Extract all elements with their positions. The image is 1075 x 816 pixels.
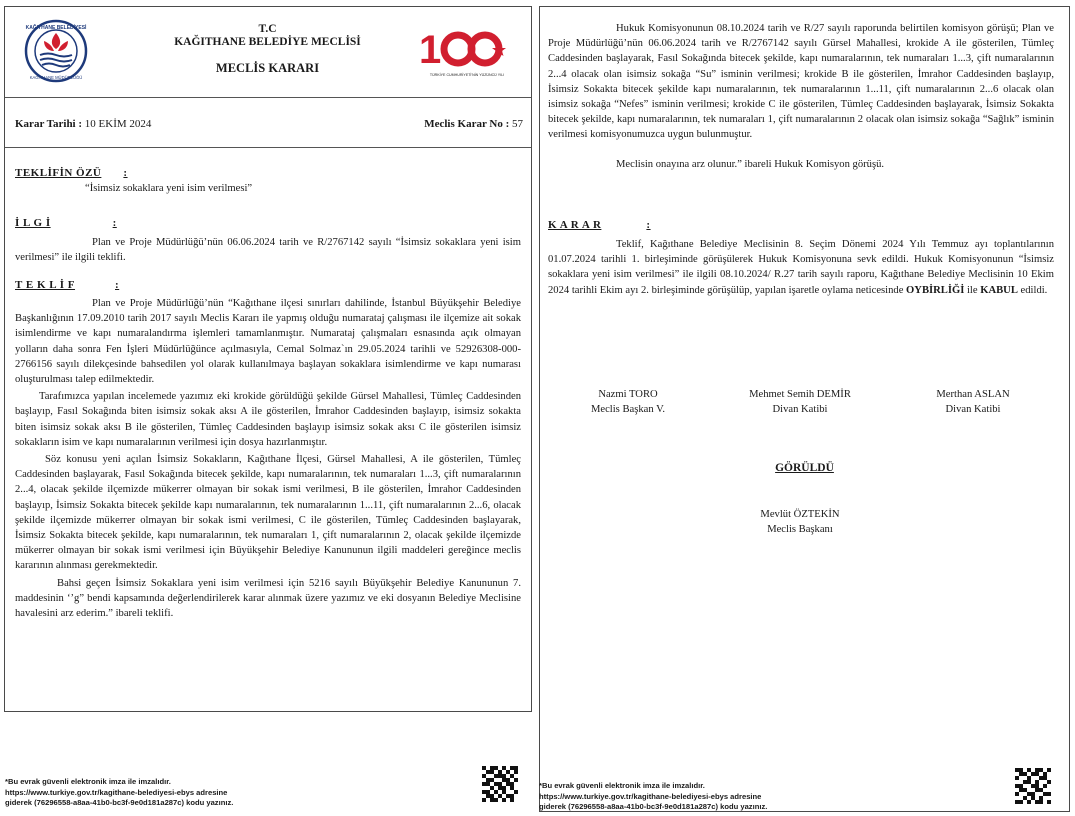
signature-title: Meclis Başkan V. [590, 404, 666, 415]
kabul-label: KABUL [980, 284, 1018, 296]
right-page [539, 6, 1070, 812]
left-page [4, 6, 532, 712]
komisyon-paragraph-2: Meclisin onayına arz olunur.” ibareli Hukuk Komisyon görüşü. [616, 158, 885, 170]
signature-name: Mehmet Semih DEMİR [749, 389, 851, 400]
ilgi-heading: İ L G İ : [15, 217, 117, 229]
right-footer: *Bu evrak güvenli elektronik imza ile imzalıdır. https://www.turkiye.gov.tr/kagithane-belediyesi-ebys adresine giderek (76296558-a8aa-41b0-bc3f-9e0d181a287c) kodu yazınız. [539, 781, 839, 813]
meta-divider [5, 147, 531, 148]
goruldu-label: GÖRÜLDÜ [775, 462, 834, 474]
teklif-heading: T E K L İ F : [15, 279, 120, 291]
teklif-paragraph-4: Bahsi geçen İsimsiz Sokaklara yeni isim verilmesi için 5216 sayılı Büyükşehir Belediye Kanununun 7. maddesinin ‘’g” bendi kapsamında değerlendirilerek karar alınmak üzere yazımız ve eki dosyanın Belediye Meclisine havalesini arz ederim.” ibareli teklifi. [15, 577, 521, 620]
teklif-paragraph-2: Tarafımızca yapılan incelemede yazımız eki krokide görüldüğü şekilde Gürsel Mahallesi, Tümleç Caddesinden başlayıp, Fasıl Sokağında biten isimsiz sokak aksı A ile gösterilen, İmrahor Caddesinden başlayıp, isimsiz sokakta biten isimsiz sokak aksı B ile gösterilen, Tümleç Caddesinden başlayıp isimsiz sokak aksı C ile gösterilen isimsiz sokakların isim ve kapı numaralarının verilmesi için dosya hazırlanmıştır. [15, 391, 521, 448]
kagithane-logo [24, 19, 88, 83]
header-tc: T.C [258, 23, 277, 35]
header-subtitle: MECLİS KARARI [215, 61, 320, 75]
left-footer: *Bu evrak güvenli elektronik imza ile imzalıdır. https://www.turkiye.gov.tr/kagithane-belediyesi-ebys adresine giderek (76296558-a8aa-41b0-bc3f-9e0d181a287c) kodu yazınız. [5, 777, 305, 809]
signature-title: Meclis Başkanı [767, 524, 833, 535]
karar-text: Teklif, Kağıthane Belediye Meclisinin 8. Seçim Dönemi 2024 Yılı Temmuz ayı toplantılarının 01.07.2024 tarihli 1. birleşiminde görüşülerek Hukuk Komisyonuna sevk edildi. Hukuk Komisyonunun “İsimsiz sokaklara yeni isim verilmesi” ile ilgili 08.10.2024/ R.27 tarih sayılı raporu, Kağıthane Belediye Meclisinin 10 Ekim 2024 tarihli Ekim ayı 2. birleşiminde görüşülüp, yapılan işaretle oylama neticesinde OYBİRLİĞİ ile KABUL edildi. [548, 239, 1054, 296]
signature-name: Merthan ASLAN [936, 389, 1010, 400]
header-divider [5, 97, 531, 98]
ilgi-text: Plan ve Proje Müdürlüğü’nün 06.06.2024 tarih ve R/2767142 sayılı “İsimsiz sokaklara yeni isim verilmesi” ile ilgili teklifi. [15, 237, 521, 264]
komisyon-paragraph-1: Hukuk Komisyonunun 08.10.2024 tarih ve R/27 sayılı raporunda belirtilen komisyon görüşü; Plan ve Proje Müdürlüğü’nün 06.06.2024 tarih ve R/2767142 sayılı Gürsel Mahallesi, krokide A ile gösterilen, Tümleç Caddesinden başlayarak, Fasıl Sokağında bitecek şekilde, kapı numaralarının, tek numaraları 1...3, çift numaralarının 2...4 olacak olan isimsiz sokağa “Su” isminin verilmesi; krokide B ile gösterilen, İmrahor Caddesinden başlayıp, İsimsiz Sokakta bitecek şekilde kapı numaralarının, tek numaralarının 1...11, çift numaralarının 2...6 olacak olan isimsiz sokağa “Nefes” isminin verilmesi; krokide C ile gösterilen, Tümleç Caddesinden başlayarak, İsimsiz Sokakta bitecek şekilde, kapı numaralarının, tek numaraları 1, çift numaralarının 2 olacak olan isimsiz sokağa “Sağlık” isminin verilmesi komisyonumuzca uygun bulunmuştur. [548, 23, 1054, 141]
karar-no: Meclis Karar No : 57 [424, 118, 523, 130]
svg-text:1: 1 [419, 28, 439, 72]
karar-heading: K A R A R : [548, 219, 651, 231]
meclis-baskani-signature [720, 507, 880, 537]
emblem-100-year [417, 21, 517, 81]
teklifin-ozu-text: “İsimsiz sokaklara yeni isim verilmesi” [85, 183, 253, 194]
teklif-paragraph-3: Söz konusu yeni açılan İsimsiz Sokakların, Kağıthane İlçesi, Gürsel Mahallesi, A ile gösterilen, Tümleç Caddesinden başlayarak, Fasıl Sokağında bitecek şekilde, kapı numaralarının, tek numaraları 1...3, çift numaralarının 2...4, olacak şekilde ilçemizde mükerrer olmayan bir sokak ismi verilmesi, B ile gösterilen, İmrahor Caddesinden başlayıp, İsimsiz Sokakta bitecek şekilde kapı numaralarının, tek numaralarının 1...11, çift numaralarının 2...6, olacak şekilde ilçemizde mükerrer olmayan bir sokak ismi verilmesi, C ile gösterilen, Tümleç Caddesinden başlayarak, İsimsiz Sokakta bitecek şekilde, kapı numaralarının, tek numaraları 1, çift numaralarının 2, olacak şekilde ilçemizde mükerrer olmayan bir sokak ismi verilmesi için Büyükşehir Belediye Kanununun ilgili maddeleri gereğince meclis kararının alınması gerekmektedir. [15, 454, 521, 572]
emblem-caption: TÜRKİYE CUMHURİYETİ'NİN YÜZÜNCÜ YILI [429, 73, 505, 77]
qr-code-icon [482, 766, 518, 802]
signature-title: Divan Katibi [945, 404, 1001, 415]
signature-block [908, 387, 1038, 417]
karar-tarihi: Karar Tarihi : 10 EKİM 2024 [15, 118, 152, 130]
teklif-paragraph-1: Plan ve Proje Müdürlüğü’nün “Kağıthane ilçesi sınırları dahilinde, İstanbul Büyükşehir Belediye Başkanlığının 17.09.2010 tarih 2017 sayılı Meclis Kararı ile yapmış olduğu numarataj çalışması ile ilçemize ait sokak isimlendirme ve kapı numaralandırma işlemleri tamamlanmıştır. Numarataj çalışmaları esnasında açık olmayan yolların daha sonra Fen İşleri Müdürlüğünce açılmasıyla, Cemal Solmaz`ın 29.05.2024 tarihli ve 52926308-000-2766156 sayılı dilekçesinde bahsedilen yol olarak kullanılmaya başlayan sokaklara isimlendirme ve kapı numarası oluşturulması talep edilmektedir. [15, 298, 521, 386]
signature-name: Nazmi TORO [598, 389, 658, 400]
signature-name: Mevlüt ÖZTEKİN [760, 509, 840, 520]
oybirligi-label: OYBİRLİĞİ [906, 284, 965, 296]
svg-text:KAĞITHANE MÜDÜRLÜĞÜ: KAĞITHANE MÜDÜRLÜĞÜ [29, 75, 83, 80]
verification-link[interactable]: https://www.turkiye.gov.tr/kagithane-belediyesi-ebys adresine [539, 791, 762, 801]
signature-block [730, 387, 870, 417]
verification-link[interactable]: https://www.turkiye.gov.tr/kagithane-belediyesi-ebys adresine [5, 787, 228, 797]
qr-code-icon [1015, 768, 1051, 804]
header-title: KAĞITHANE BELEDİYE MECLİSİ [174, 36, 361, 48]
signature-title: Divan Katibi [772, 404, 828, 415]
signature-block [568, 387, 688, 417]
svg-text:KAĞITHANE BELEDİYESİ: KAĞITHANE BELEDİYESİ [25, 25, 87, 31]
teklifin-ozu-heading: TEKLİFİN ÖZÜ : [15, 167, 128, 179]
